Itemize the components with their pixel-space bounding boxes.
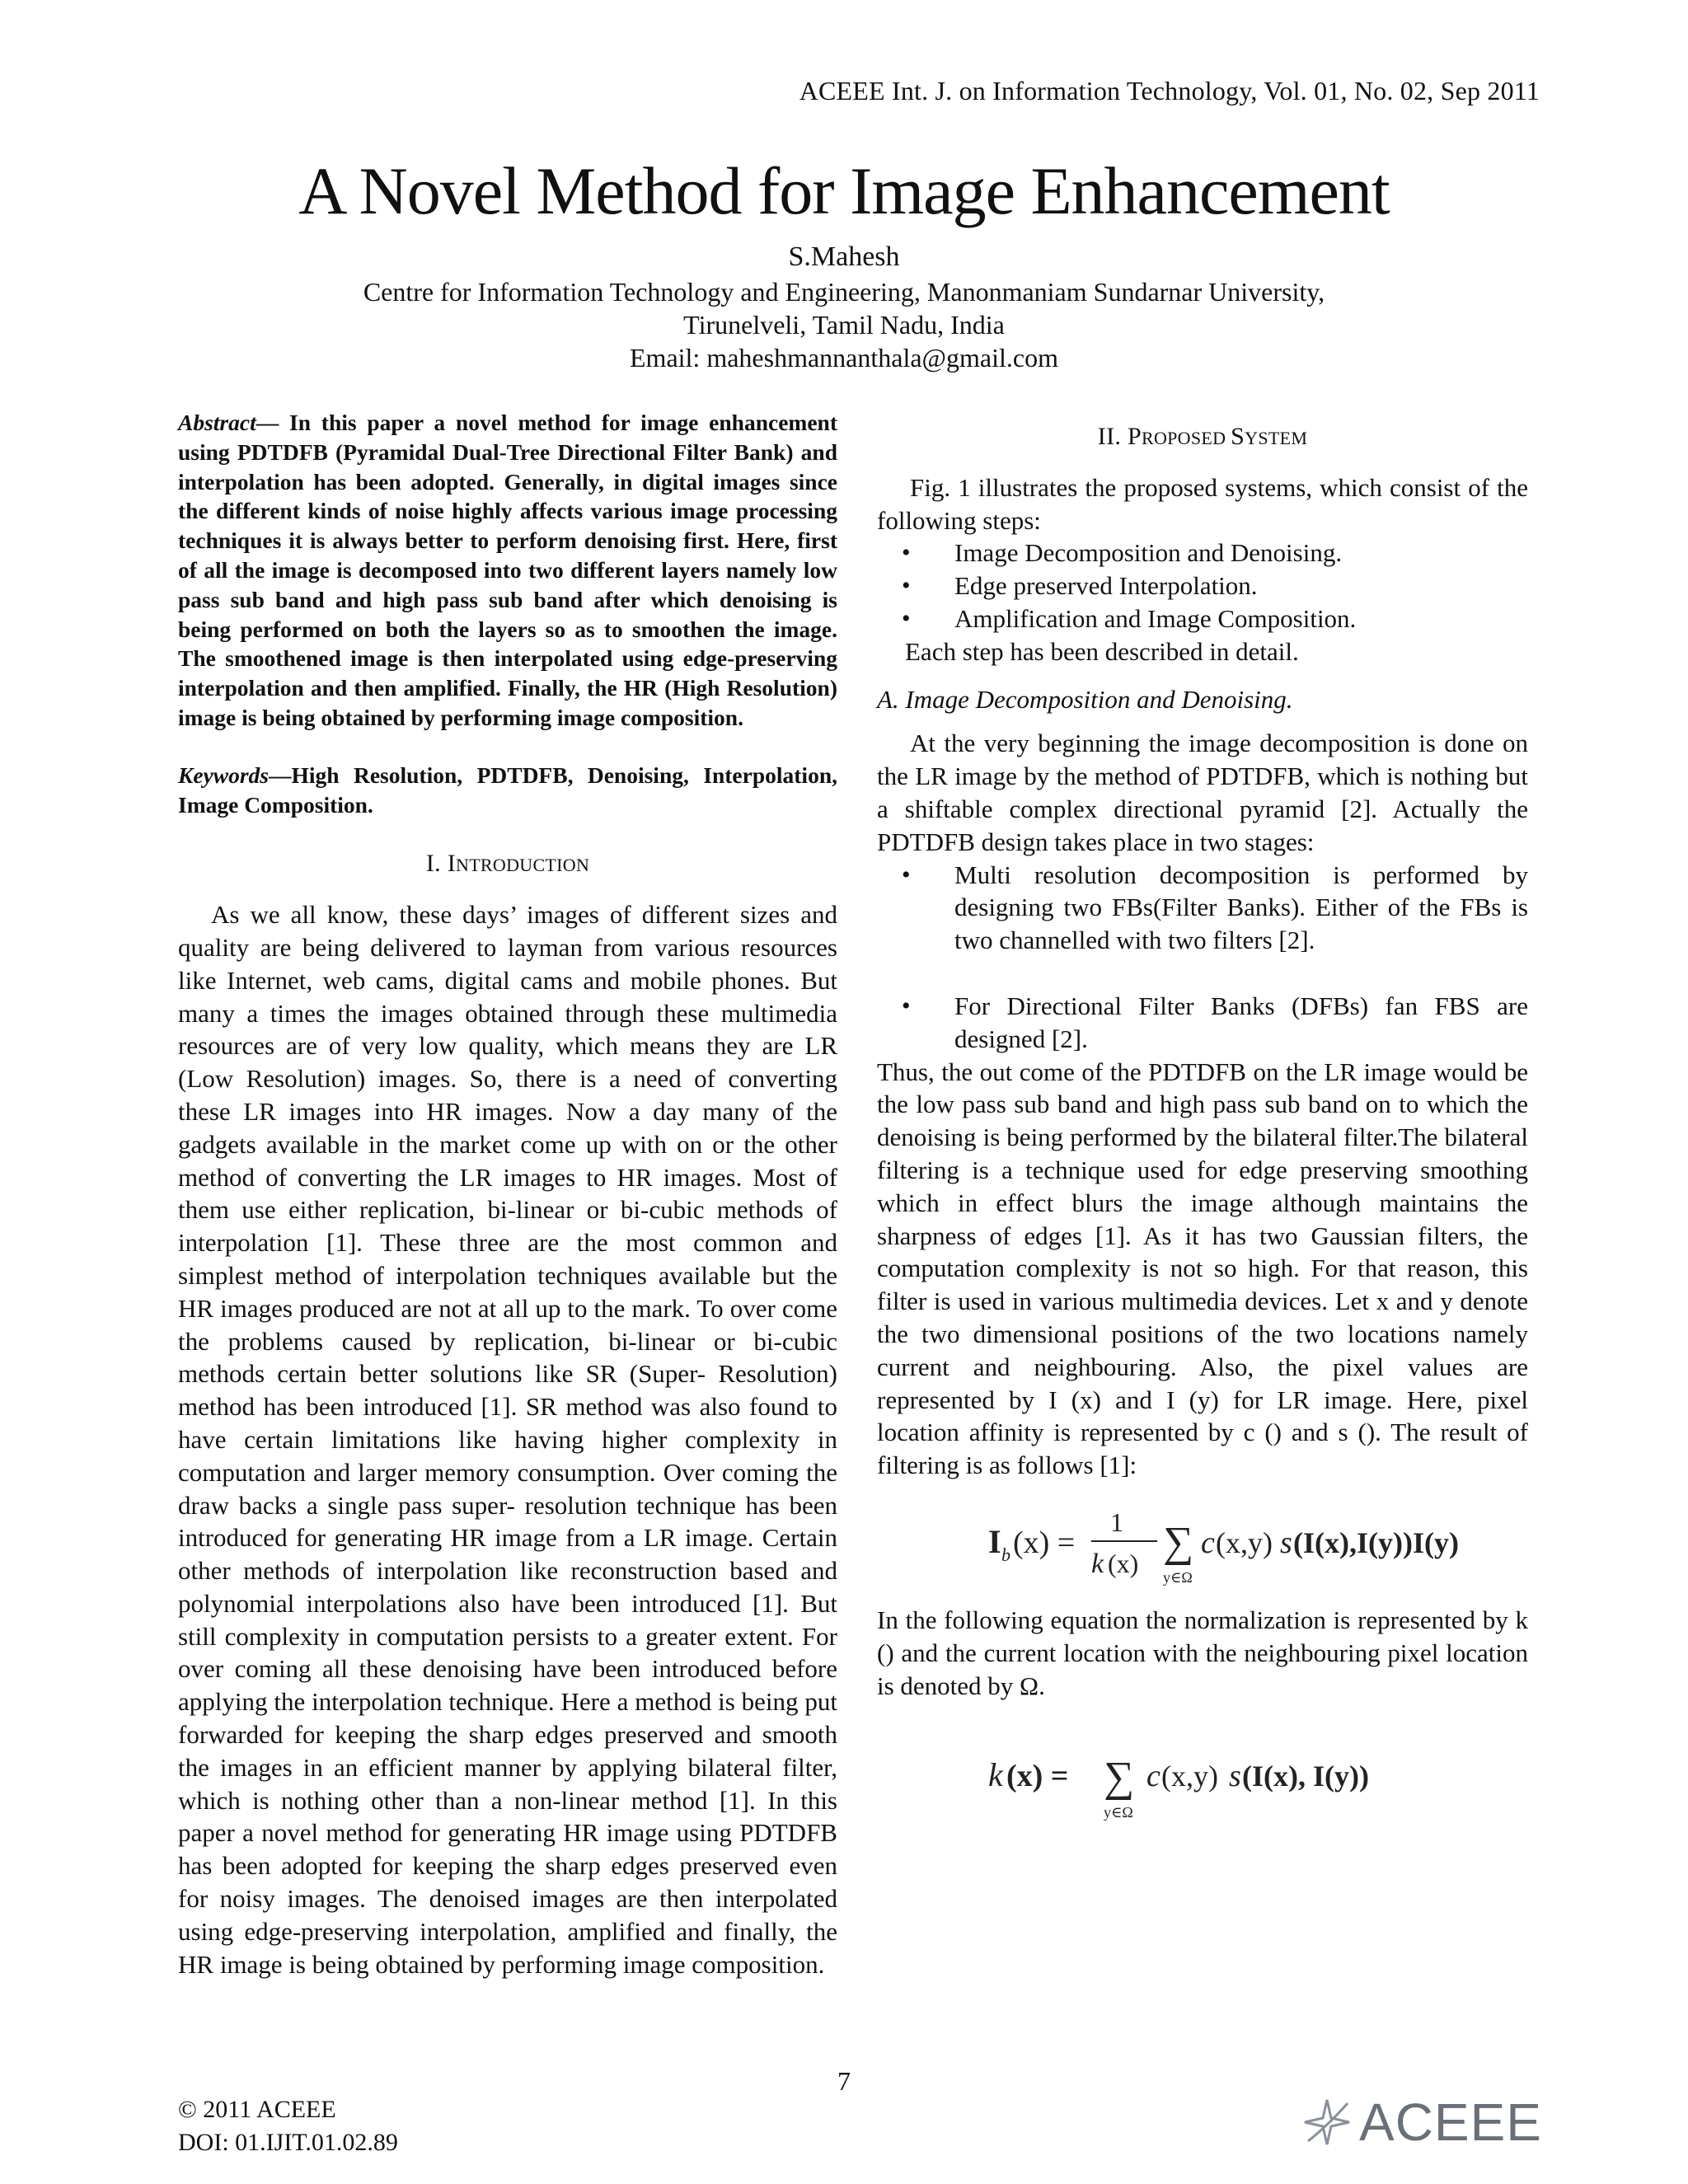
logo-text: ACEEE <box>1359 2093 1542 2152</box>
page-number: 7 <box>837 2066 851 2096</box>
svg-text:1: 1 <box>1110 1507 1123 1537</box>
abstract-text: — In this paper a novel method for image enhancement using PDTDFB (Pyramidal Dual-Tree Directional Filter Bank) and interpolation has been adopted. Generally, in digital images since the different kinds of noise highly affects various image processing techniques it is always better to perform denoising first. Here, first of all the image is decomposed into two different layers namely low pass sub band and high pass sub band after which denoising is being performed on both the layers so as to smoothen the image. The smoothened image is then interpolated using edge-preserving interpolation and then amplified. Finally, the HR (High Resolution) image is being obtained by performing image composition. <box>178 410 837 730</box>
left-column <box>178 408 837 1980</box>
star-swoosh-icon <box>1298 2093 1356 2151</box>
abstract-label: Abstract <box>178 410 256 435</box>
list-item: • Image Decomposition and Denoising. <box>877 537 1528 569</box>
svg-text:(x) =: (x) = <box>1013 1525 1076 1560</box>
bullet-icon: • <box>902 572 911 600</box>
svg-text:c: c <box>1201 1525 1215 1560</box>
svg-text:(x): (x) <box>1108 1548 1139 1578</box>
list-item: • Edge preserved Interpolation. <box>877 569 1528 602</box>
svg-text:k: k <box>988 1756 1003 1794</box>
list-item: • For Directional Filter Banks (DFBs) fan FBS are designed [2]. <box>902 991 1528 1053</box>
copyright-text: © 2011 ACEEE <box>178 2096 336 2123</box>
aceee-logo <box>1298 2092 1542 2153</box>
svg-text:s: s <box>1280 1525 1292 1560</box>
proposed-system-intro: Fig. 1 illustrates the proposed systems, which consist of the following steps: <box>877 472 1528 535</box>
abstract <box>178 408 837 733</box>
doi-text: DOI: 01.IJIT.01.02.89 <box>178 2129 398 2156</box>
svg-text:s: s <box>1229 1759 1241 1794</box>
bullet-icon: • <box>902 539 911 567</box>
equation-image <box>972 1493 1459 1592</box>
right-column <box>877 420 1528 1845</box>
svg-text:(x) =: (x) = <box>1006 1759 1069 1794</box>
subsection-a-paragraph-2: Thus, the out come of the PDTDFB on the LR image would be the low pass sub band and high pass sub band on to which the denoising is being performed by the bilateral filter.The bilateral filtering is a technique used for edge preserving smoothing which in effect blurs the image although maintains the sharpness of edges [1]. As it has two Gaussian filters, the computation complexity is not so high. For that reason, this filter is used in various multimedia devices. Let x and y denote the two dimensional positions of the two locations namely current and neighbouring. Also, the pixel values are represented by I (x) and I (y) for LR image. Here, pixel location affinity is represented by c () and s (). The result of filtering is as follows [1]: <box>877 1057 1528 1480</box>
section-heading-introduction: I. INTRODUCTION <box>425 850 590 878</box>
svg-text:(x,y): (x,y) <box>1216 1526 1273 1559</box>
svg-text:y∈Ω: y∈Ω <box>1104 1804 1133 1821</box>
section-heading-proposed-system: II. PROPOSED SYSTEM <box>1097 423 1308 450</box>
svg-text:(x,y): (x,y) <box>1161 1760 1218 1793</box>
steps-list <box>877 537 1528 635</box>
svg-text:b: b <box>1001 1544 1010 1565</box>
keywords-label: Keywords <box>178 762 269 788</box>
footer-left <box>178 2093 398 2159</box>
subsection-a-paragraph-3: In the following equation the normalization is represented by k () and the current location with the neighbouring pixel location is denoted by Ω. <box>877 1605 1528 1700</box>
author-block <box>0 239 1688 374</box>
svg-text:I: I <box>988 1522 1001 1560</box>
svg-text:∑: ∑ <box>1163 1518 1194 1566</box>
bullet-icon: • <box>902 860 911 888</box>
keywords <box>178 761 837 820</box>
svg-text:y∈Ω: y∈Ω <box>1163 1568 1193 1586</box>
stages-list <box>877 859 1528 1056</box>
steps-outro: Each step has been described in detail. <box>905 636 1299 666</box>
normalization-equation <box>877 1735 1528 1834</box>
affiliation-line-2: Tirunelveli, Tamil Nadu, India <box>683 310 1005 340</box>
svg-text:(I(x), I(y)): (I(x), I(y)) <box>1242 1760 1369 1793</box>
list-spacer <box>877 957 1528 990</box>
svg-text:k: k <box>1091 1548 1104 1579</box>
bullet-icon: • <box>902 604 911 632</box>
svg-text:c: c <box>1146 1759 1160 1794</box>
subsection-a-paragraph-1: At the very beginning the image decomposition is done on the LR image by the method of PDTDFB, which is nothing but a shiftable complex directional pyramid [2]. Actually the PDTDFB design takes place in two stages: <box>877 729 1528 856</box>
subsection-heading-a: A. Image Decomposition and Denoising. <box>877 684 1293 714</box>
bullet-icon: • <box>902 991 911 1019</box>
svg-text:∑: ∑ <box>1104 1754 1135 1802</box>
list-item: • Amplification and Image Composition. <box>877 602 1528 635</box>
paper-title: A Novel Method for Image Enhancement <box>298 153 1390 228</box>
author-name: S.Mahesh <box>788 241 900 272</box>
affiliation-line-1: Centre for Information Technology and Engineering, Manonmaniam Sundarnar University, <box>363 277 1325 307</box>
svg-text:(I(x),I(y))I(y): (I(x),I(y))I(y) <box>1293 1526 1459 1559</box>
journal-header: ACEEE Int. J. on Information Technology, Vol. 01, No. 02, Sep 2011 <box>799 76 1540 105</box>
introduction-paragraph: As we all know, these days’ images of different sizes and quality are being delivered to layman from various resources like Internet, web cams, digital cams and mobile phones. But many a times the images obtained through these multimedia resources are of very low quality, which means they are LR (Low Resolution) images. So, there is a need of converting these LR images into HR images. Now a day many of the gadgets available in the market come up with on or the other method of converting the LR images to HR images. Most of them use either replication, bi-linear or bi-cubic methods of interpolation [1]. These three are the most common and simplest method of interpolation techniques available but the HR images produced are not at all up to the mark. To over come the problems caused by replication, bi-linear or bi-cubic methods certain better solutions like SR (Super- Resolution) method has been introduced [1]. SR method was also found to have certain limitations like having higher complexity in computation and larger memory consumption. Over coming the draw backs a single pass super- resolution technique has been introduced for generating HR image from a LR image. Certain other methods of interpolation like reconstruction based and polynomial interpolations also have been introduced [1]. But still complexity in computation persists to a greater extent. For over coming all these denoising have been introduced before applying the interpolation technique. Here a method is being put forwarded for keeping the sharp edges preserved and smooth the images in an efficient manner by applying bilateral filter, which is nothing other than a non-linear method [1]. In this paper a novel method for generating HR image using PDTDFB has been adopted for keeping the sharp edges preserved even for noisy images. The denoised images are then interpolated using edge-preserving interpolation, amplified and finally, the HR image is being obtained by performing image composition. <box>178 900 837 1979</box>
author-email: Email: maheshmannanthala@gmail.com <box>630 343 1058 373</box>
keywords-text: —High Resolution, PDTDFB, Denoising, Interpolation, Image Composition. <box>178 762 837 818</box>
bilateral-filter-equation <box>877 1493 1528 1592</box>
equation-image <box>972 1735 1433 1834</box>
list-item: • Multi resolution decomposition is performed by designing two FBs(Filter Banks). Either of the FBs is two channelled with two filters [2]. <box>902 860 1528 955</box>
